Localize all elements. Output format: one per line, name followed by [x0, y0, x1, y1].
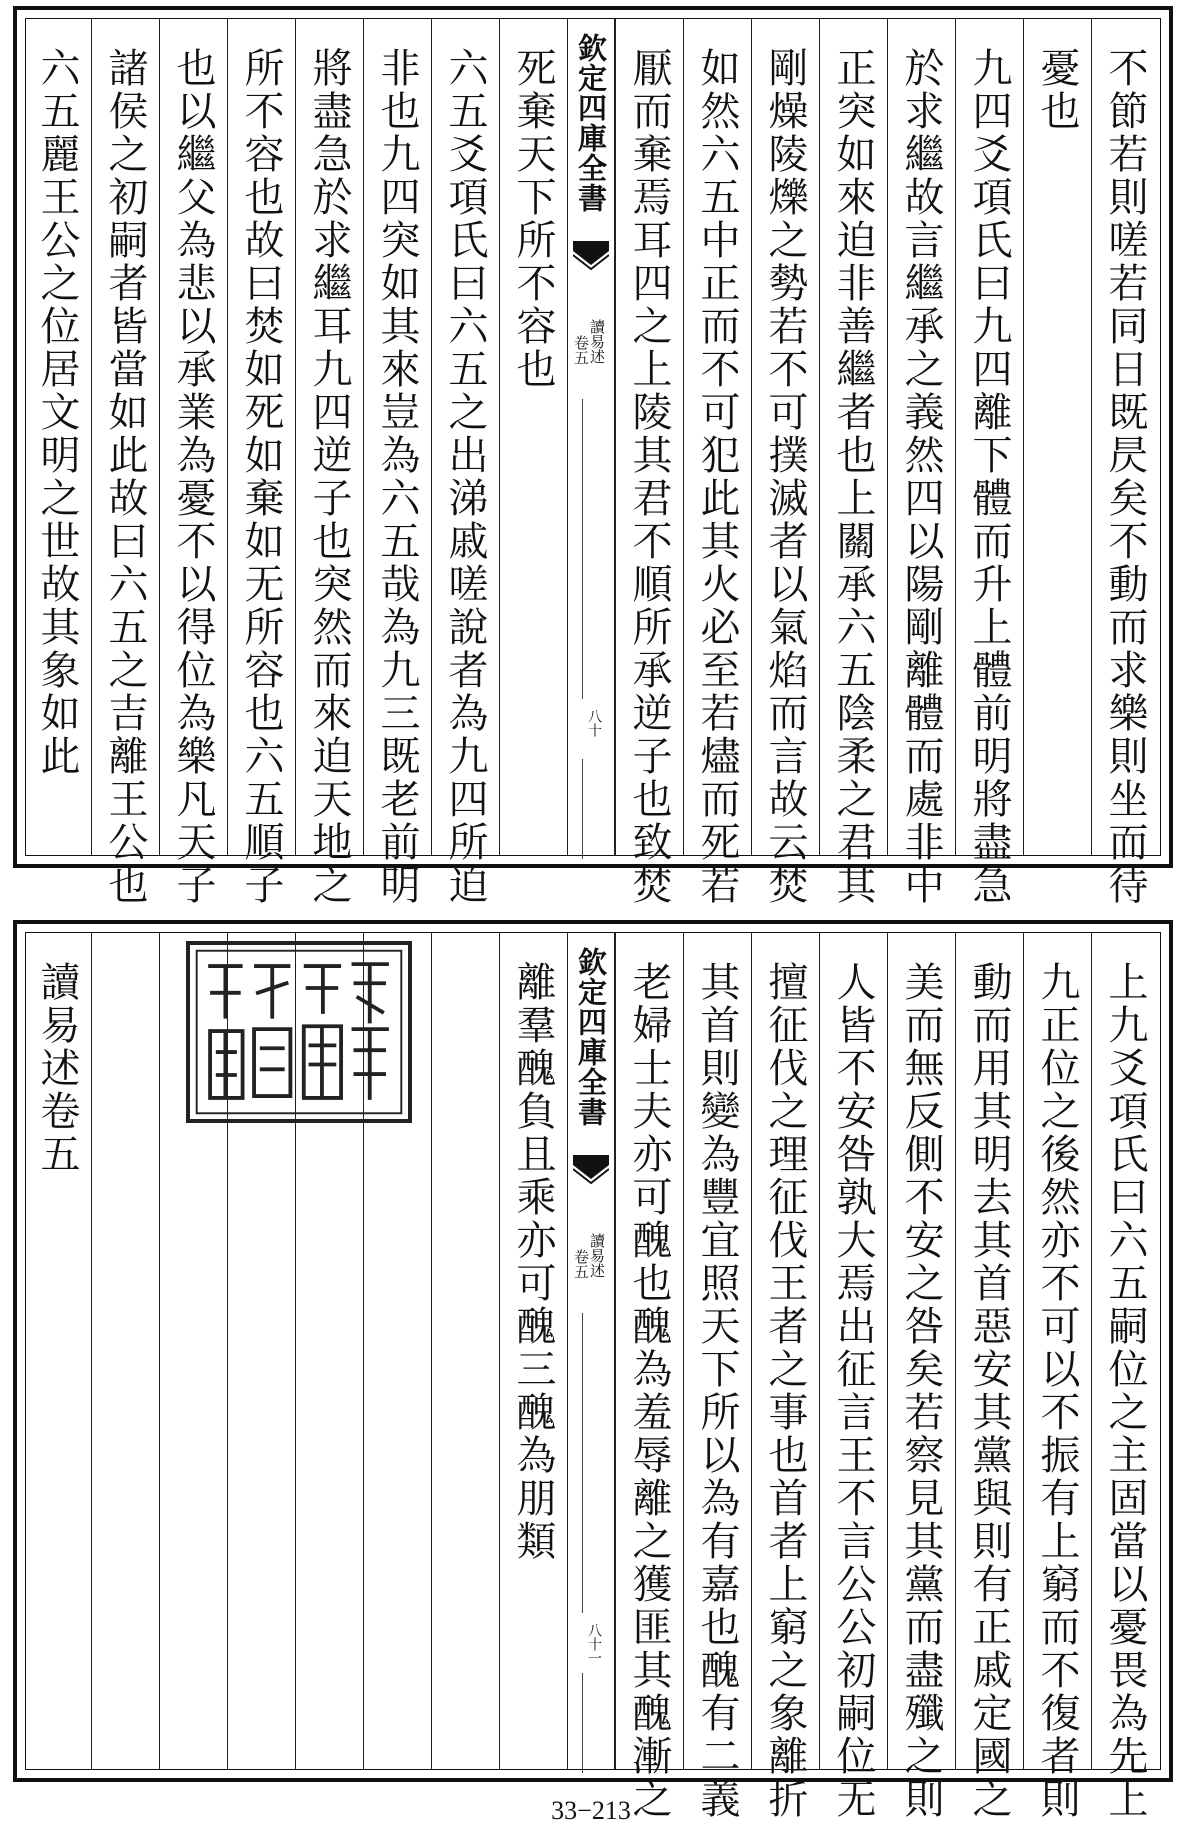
- top-page: [13, 6, 1173, 907]
- top-page-right-column-2: [1023, 19, 1091, 855]
- text-column: 九正位之後然亦不可以不振有上窮而不復者則: [1034, 961, 1080, 1821]
- bottom-page-center-gutter: [567, 933, 615, 1769]
- text-column: 其首則變為豐宜照天下所以為有嘉也醜有二義: [694, 961, 740, 1821]
- gutter-volume: 卷五: [572, 1249, 590, 1279]
- text-column: 讀易述卷五: [34, 961, 80, 1176]
- text-column: 也以繼父為悲以承業為憂不以得位為樂凡天子: [170, 47, 216, 907]
- gutter-rule: [582, 399, 583, 699]
- top-page-right-column-5: [819, 19, 887, 907]
- gutter-volume: 卷五: [572, 335, 590, 365]
- bottom-page-right-column-4: [887, 933, 955, 1821]
- bottom-page-left-column-7: [91, 933, 159, 1769]
- top-page-right-column-4: [887, 19, 955, 907]
- fishtail-mark-icon: [573, 241, 609, 271]
- text-column: 老婦士夫亦可醜也醜為羞辱離之獲匪其醜漸之: [626, 961, 672, 1821]
- bottom-page-right-column-5: [819, 933, 887, 1821]
- text-column: 憂也: [1034, 47, 1080, 133]
- text-column: 六五爻項氏曰六五之出涕戚嗟說者為九四所迫: [442, 47, 488, 907]
- text-column: 將盡急於求繼耳九四逆子也突然而來迫天地之: [306, 47, 352, 907]
- top-page-left-column-4: [295, 19, 363, 907]
- gutter-rule: [582, 1673, 583, 1773]
- gutter-page-number: 八十: [586, 709, 602, 737]
- top-page-center-gutter: [567, 19, 615, 855]
- page-footer-number: 33−213: [551, 1796, 631, 1825]
- gutter-page-number: 八十一: [586, 1623, 602, 1665]
- bottom-page-right-column-2: [1023, 933, 1091, 1821]
- text-column: 美而無反側不安之咎矣若察見其黨而盡殲之則: [898, 961, 944, 1821]
- top-page-right-column-1: [1091, 19, 1159, 907]
- bottom-page-left-column-8: [26, 933, 91, 1769]
- text-column: 不節若則嗟若同日既昃矣不動而求樂則坐而待: [1102, 47, 1148, 907]
- gutter-rule: [582, 759, 583, 859]
- top-page-right-column-7: [683, 19, 751, 907]
- top-page-frame: [25, 18, 1161, 907]
- bottom-page-right-column-3: [955, 933, 1023, 1821]
- top-page-left-column-2: [431, 19, 499, 907]
- text-column: 死棄天下所不容也: [510, 47, 556, 391]
- top-page-left-column-3: [363, 19, 431, 907]
- text-column: 六五麗王公之位居文明之世故其象如此: [34, 47, 80, 778]
- top-page-left-column-8: [26, 19, 91, 855]
- fishtail-mark-icon: [573, 1155, 609, 1185]
- gutter-title: 欽定四庫全書: [574, 947, 608, 1127]
- gutter-book-title: 讀易述: [588, 319, 606, 364]
- text-column: 九四爻項氏曰九四離下體而升上體前明將盡急: [966, 47, 1012, 907]
- bottom-page-right-column-6: [751, 933, 819, 1821]
- top-page-right-column-6: [751, 19, 819, 907]
- top-page-left-column-6: [159, 19, 227, 907]
- imperial-seal-stamp: [186, 941, 412, 1123]
- top-page-left-column-5: [227, 19, 295, 907]
- text-column: 正突如來迫非善繼者也上關承六五陰柔之君其: [830, 47, 876, 907]
- bottom-page-left-column-2: [431, 933, 499, 1769]
- bottom-page-right-column-7: [683, 933, 751, 1821]
- text-column: 如然六五中正而不可犯此其火必至若燼而死若: [694, 47, 740, 907]
- bottom-page-right-column-1: [1091, 933, 1159, 1821]
- gutter-book-title: 讀易述: [588, 1233, 606, 1278]
- text-column: 所不容也故曰焚如死如棄如无所容也六五順子: [238, 47, 284, 907]
- top-page-left-column-1: [499, 19, 567, 855]
- top-page-right-column-8: [615, 19, 683, 907]
- text-column: 離羣醜負且乘亦可醜三醜為朋類: [510, 961, 556, 1563]
- text-column: 非也九四突如其來豈為六五哉為九三既老前明: [374, 47, 420, 907]
- text-column: 於求繼故言繼承之義然四以陽剛離體而處非中: [898, 47, 944, 907]
- text-column: 人皆不安咎孰大焉出征言王不言公公初嗣位无: [830, 961, 876, 1821]
- top-page-right-column-3: [955, 19, 1023, 907]
- gutter-title: 欽定四庫全書: [574, 33, 608, 213]
- text-column: 剛燥陵爍之勢若不可撲滅者以氣焰而言故云焚: [762, 47, 808, 907]
- text-column: 上九爻項氏曰六五嗣位之主固當以憂畏為先上: [1102, 961, 1148, 1821]
- top-page-left-column-7: [91, 19, 159, 907]
- text-column: 動而用其明去其首惡安其黨與則有正戚定國之: [966, 961, 1012, 1821]
- bottom-page-left-column-1: [499, 933, 567, 1769]
- bottom-page-right-column-8: [615, 933, 683, 1821]
- text-column: 厭而棄焉耳四之上陵其君不順所承逆子也致焚: [626, 47, 672, 907]
- text-column: 諸侯之初嗣者皆當如此故曰六五之吉離王公也: [102, 47, 148, 907]
- text-column: 擅征伐之理征伐王者之事也首者上窮之象離折: [762, 961, 808, 1821]
- gutter-rule: [582, 1313, 583, 1613]
